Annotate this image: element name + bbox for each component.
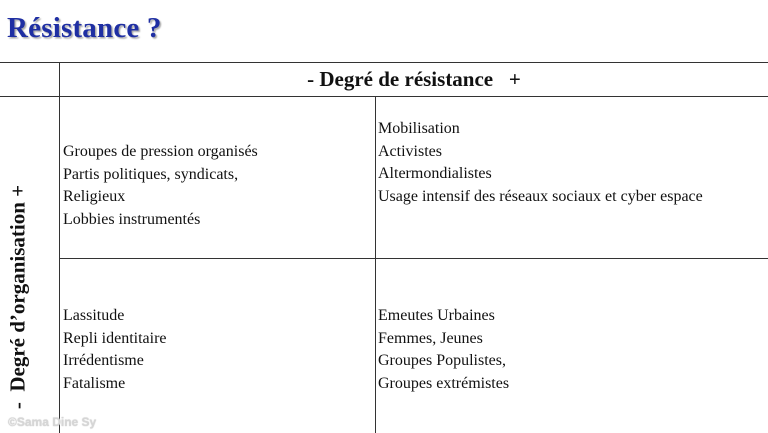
list-item: Groupes de pression organisés <box>63 143 258 160</box>
list-item: Mobilisation <box>378 120 460 137</box>
resistance-matrix <box>0 62 768 433</box>
center-vertical-divider <box>375 96 376 433</box>
list-item: Lassitude <box>63 307 125 324</box>
list-item: Groupes extrémistes <box>378 374 510 392</box>
list-item: Partis politiques, syndicats, <box>63 165 239 183</box>
cell-top-left <box>63 141 258 231</box>
header-divider <box>0 96 768 97</box>
cell-top-right <box>378 118 703 208</box>
axis-column-divider <box>59 63 60 433</box>
cell-bottom-left <box>63 305 167 395</box>
list-item: Religieux <box>63 188 126 205</box>
slide-title: Résistance ? <box>7 12 162 44</box>
list-item: Lobbies instrumentés <box>63 210 201 228</box>
cell-bottom-right <box>378 305 509 395</box>
list-item: Fatalisme <box>63 374 126 392</box>
list-item: Groupes Populistes, <box>378 352 506 369</box>
list-item: Usage intensif des réseaux sociaux et cyber espace <box>378 187 703 205</box>
list-item: Femmes, Jeunes <box>378 329 483 347</box>
organisation-degree-axis-label: - Degré d’organisation + <box>5 184 30 410</box>
list-item: Repli identitaire <box>63 329 167 347</box>
list-item: Irrédentisme <box>63 352 144 369</box>
list-item: Activistes <box>378 142 442 160</box>
list-item: Emeutes Urbaines <box>378 307 495 324</box>
list-item: Altermondialistes <box>378 165 492 182</box>
center-horizontal-divider <box>59 258 768 259</box>
resistance-degree-header: - Degré de résistance + <box>307 67 521 91</box>
watermark: ©Sama Dine Sy <box>8 415 97 429</box>
